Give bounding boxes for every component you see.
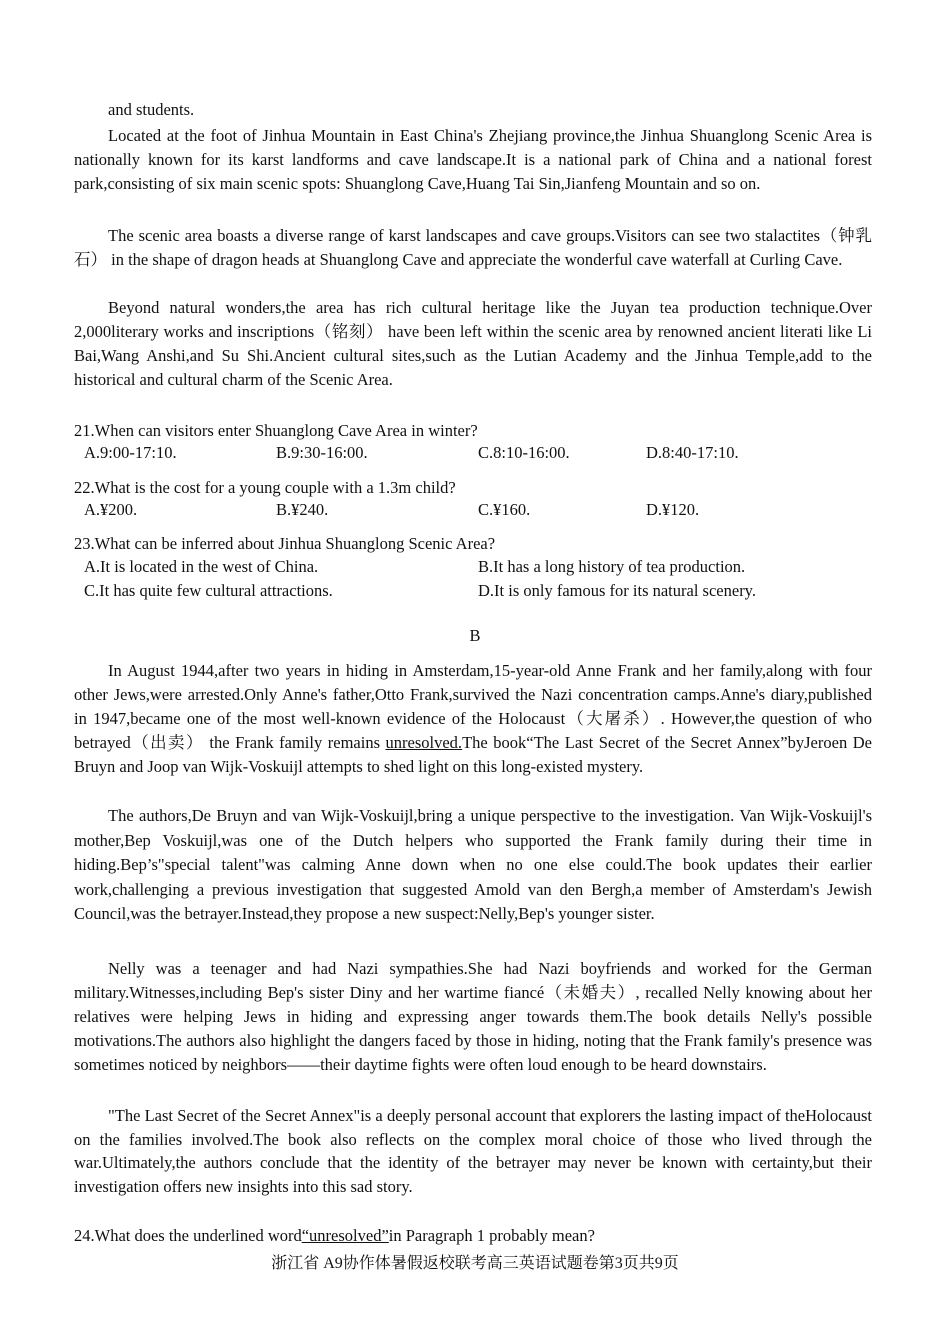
question-22-option-b: B.¥240. xyxy=(276,500,329,519)
passage-a-paragraph-1: Located at the foot of Jinhua Mountain in East China's Zhejiang province,the Jinhua Shuanglong Scenic Area is nationally known for its karst landforms and cave landscape.It is a national park of China and a national forest park,consisting of six main scenic spots: Shuanglong Cave,Huang Tai Sin,Jianfeng Mountain and so on. xyxy=(74,126,872,193)
passage-a-paragraph-3: Beyond natural wonders,the area has rich cultural heritage like the Juyan tea production technique.Over 2,000literary works and inscriptions（铭刻） have been left within the scenic area by renowned ancient literati like Li Bai,Wang Anshi,and Su Shi.Ancient cultural sites,such as the Lutian Academy and the Jinhua Temple,add to the historical and cultural charm of the Scenic Area. xyxy=(74,298,872,389)
question-24-text: 24.What does the underlined word xyxy=(74,1226,302,1245)
question-22-option-a: A.¥200. xyxy=(84,500,138,519)
passage-b-paragraph-4: "The Last Secret of the Secret Annex"is a deeply personal account that explorers the lasting impact of theHolocaust on the families involved.The book also reflects on the complex moral choice of those who lived through the war.Ultimately,the authors conclude that the identity of the betrayer may never be known with certainty,but their investigation offers new insights into this sad story. xyxy=(74,1106,872,1196)
question-21-option-c: C.8:10-16:00. xyxy=(478,443,570,462)
question-21-option-d: D.8:40-17:10. xyxy=(646,443,739,462)
passage-lead-in: and students. xyxy=(108,100,195,119)
question-21-stem: 21.When can visitors enter Shuanglong Cave Area in winter? xyxy=(74,421,478,440)
passage-b-paragraph-1 xyxy=(74,659,872,779)
question-23-option-a: A.It is located in the west of China. xyxy=(84,557,319,576)
question-24-underlined-word: “unresolved” xyxy=(301,1226,389,1245)
question-21-option-a: A.9:00-17:10. xyxy=(84,443,177,462)
question-22-stem: 22.What is the cost for a young couple with a 1.3m child? xyxy=(74,478,456,497)
passage-b-p1-text-end: The book“The Last Secret of the Secret Annex”byJeroen De Bruyn and Joop van Wijk-Voskuijl attempts to shed light on this long-existed mystery. xyxy=(74,733,872,776)
passage-a-paragraph-2: The scenic area boasts a diverse range of karst landscapes and cave groups.Visitors can see two stalactites（钟乳石） in the shape of dragon heads at Shuanglong Cave and appreciate the wonderful cave waterfall at Curling Cave. xyxy=(74,226,872,269)
question-23-option-d: D.It is only famous for its natural scenery. xyxy=(478,581,756,600)
question-24-stem xyxy=(74,1224,595,1248)
question-22-option-d: D.¥120. xyxy=(646,500,700,519)
question-24-text-end: in Paragraph 1 probably mean? xyxy=(388,1226,595,1245)
page-footer: 浙江省 A9协作体暑假返校联考高三英语试题卷第3页共9页 xyxy=(271,1255,679,1272)
passage-b-p1-text: In August 1944,after two years in hiding in Amsterdam,15-year-old Anne Frank and her family,along with four other Jews,were arrested.Only Anne's father,Otto Frank,survived the Nazi concentration camps.Anne's diary,published in 1947,became one of the most well-known evidence of the Holocaust（大屠杀）. However,the question of who betrayed（出卖） the Frank family remains xyxy=(74,661,872,752)
question-21-option-b: B.9:30-16:00. xyxy=(276,443,368,462)
question-23-option-b: B.It has a long history of tea production. xyxy=(478,557,746,576)
question-22-option-c: C.¥160. xyxy=(478,500,531,519)
underlined-word: unresolved. xyxy=(385,733,463,752)
passage-b-paragraph-2: The authors,De Bruyn and van Wijk-Voskuijl,bring a unique perspective to the investigation. Van Wijk-Voskuijl's mother,Bep Voskuijl,was one of the Dutch helpers who supported the Frank family during their time in hiding.Bep’s"special talent"was calming Anne down when no one else could.The book updates their earlier work,challenging a previous investigation that suggested Amold van den Bergh,a member of Amsterdam's Jewish Council,was the betrayer.Instead,they propose a new suspect:Nelly,Bep's younger sister. xyxy=(74,806,872,923)
passage-b-paragraph-3: Nelly was a teenager and had Nazi sympathies.She had Nazi boyfriends and worked for the German military.Witnesses,including Bep's sister Diny and her wartime fiancé（未婚夫）, recalled Nelly knowing about her relatives were helping Jews in hiding and expressing anger towards them.The book details Nelly's possible motivations.The authors also highlight the dangers faced by those in hiding, noting that the Frank family's presence was sometimes noticed by neighbors——their daytime fights were often loud enough to be heard downstairs. xyxy=(74,959,872,1074)
section-b-heading: B xyxy=(469,626,481,645)
question-23-option-c: C.It has quite few cultural attractions. xyxy=(84,581,333,600)
question-23-stem: 23.What can be inferred about Jinhua Shuanglong Scenic Area? xyxy=(74,534,496,553)
